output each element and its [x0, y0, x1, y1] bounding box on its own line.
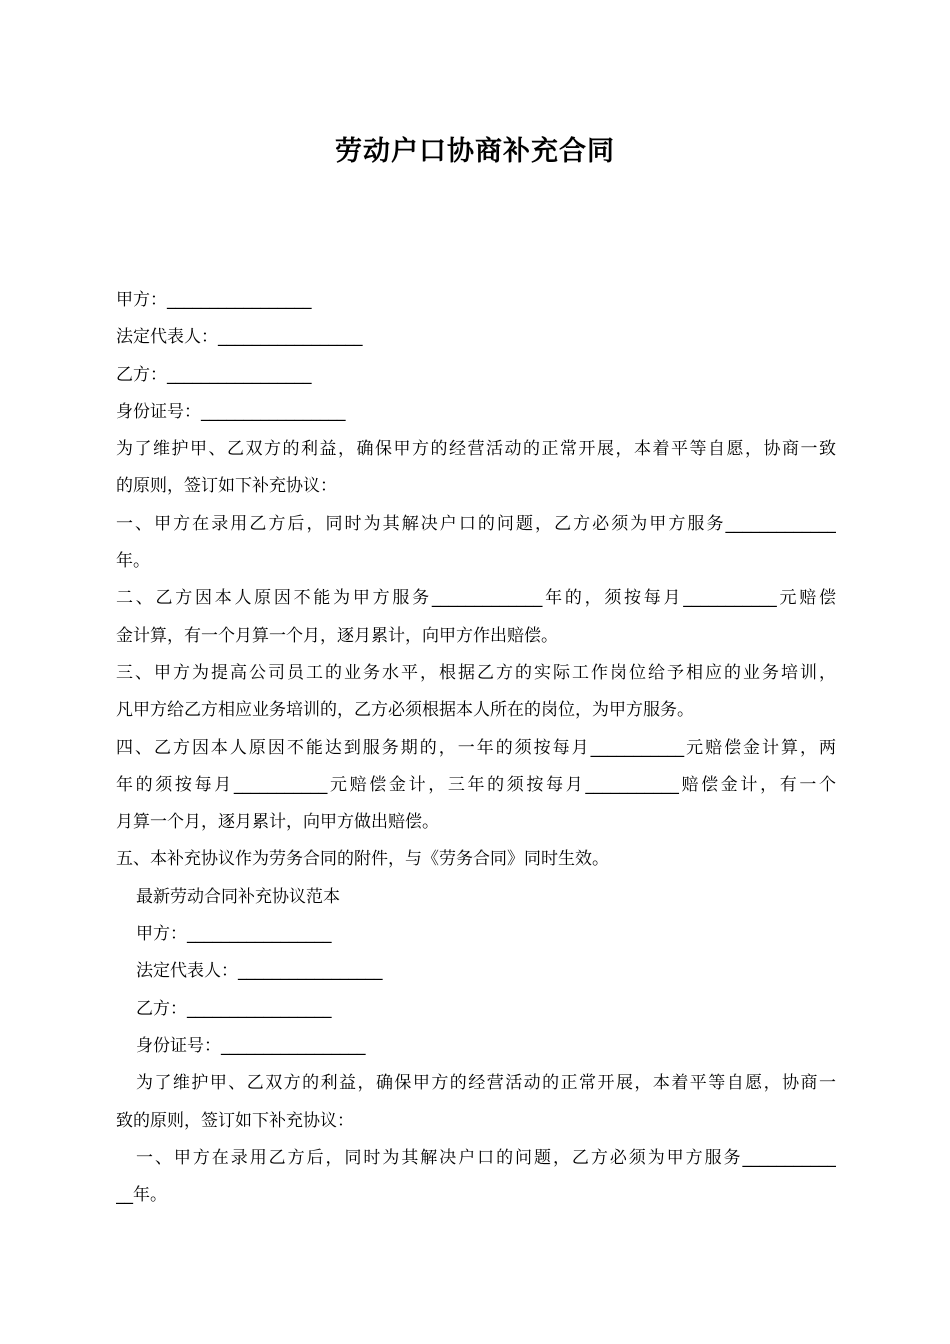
clause-4-line-3: 月算一个月，逐月累计，向甲方做出赔偿。	[116, 812, 439, 833]
preamble-line-1: 为了维护甲、乙双方的利益，确保甲方的经营活动的正常开展，本着平等自愿，协商一致	[116, 439, 836, 460]
sample-clause-1-line-2: __年。	[116, 1185, 167, 1206]
clause-1-line-2: 年。	[116, 551, 150, 572]
clause-4-line-1: 四、乙方因本人原因不能达到服务期的，一年的须按每月___________元赔偿金计算，两	[116, 737, 836, 758]
document-body	[116, 282, 836, 1214]
clause-4-line-2: 年的须按每月___________元赔偿金计，三年的须按每月___________赔偿金计，有一个	[116, 774, 836, 795]
preamble-line-2: 的原则，签订如下补充协议：	[116, 476, 337, 497]
document-title: 劳动户口协商补充合同	[335, 136, 615, 167]
sample-id-number-line: 身份证号：_________________	[136, 1035, 366, 1056]
sample-party-b-line: 乙方：_________________	[136, 998, 332, 1019]
clause-2-line-2: 金计算，有一个月算一个月，逐月累计，向甲方作出赔偿。	[116, 625, 558, 646]
clause-5-line: 五、本补充协议作为劳务合同的附件，与《劳务合同》同时生效。	[116, 849, 609, 870]
sample-preamble-line-1: 为了维护甲、乙双方的利益，确保甲方的经营活动的正常开展，本着平等自愿，协商一	[136, 1073, 836, 1094]
legal-rep-line: 法定代表人：_________________	[116, 327, 363, 348]
id-number-line: 身份证号：_________________	[116, 401, 346, 422]
sample-clause-1-line-1: 一、甲方在录用乙方后，同时为其解决户口的问题，乙方必须为甲方服务___________	[136, 1147, 836, 1168]
sample-legal-rep-line: 法定代表人：_________________	[136, 961, 383, 982]
clause-3-line-1: 三、甲方为提高公司员工的业务水平，根据乙方的实际工作岗位给予相应的业务培训，	[116, 662, 836, 683]
sample-preamble-line-2: 致的原则，签订如下补充协议：	[116, 1110, 354, 1131]
clause-3-line-2: 凡甲方给乙方相应业务培训的，乙方必须根据本人所在的岗位，为甲方服务。	[116, 700, 694, 721]
sample-heading: 最新劳动合同补充协议范本	[136, 886, 340, 907]
sample-party-a-line: 甲方：_________________	[136, 924, 332, 945]
party-a-line: 甲方：_________________	[116, 290, 312, 310]
clause-1-line-1: 一、甲方在录用乙方后，同时为其解决户口的问题，乙方必须为甲方服务_____________	[116, 513, 836, 534]
party-b-line: 乙方：_________________	[116, 364, 312, 385]
clause-2-line-1: 二、乙方因本人原因不能为甲方服务_____________年的，须按每月___________元赔偿	[116, 588, 836, 609]
